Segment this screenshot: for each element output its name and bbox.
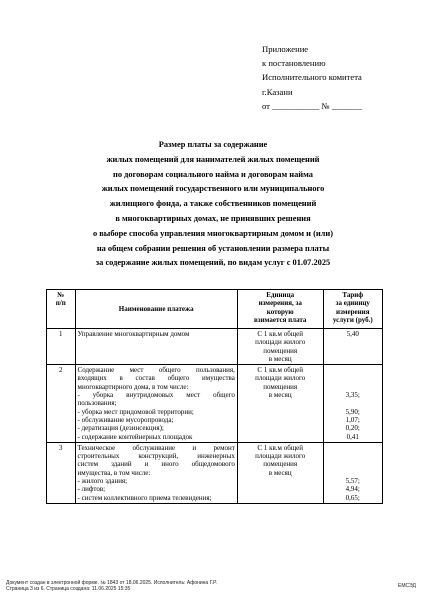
title-line: Размер платы за содержание <box>158 140 268 149</box>
footer-line: Страница 3 из 6. Страница создана: 11.06.2025 15:35 <box>6 586 131 593</box>
header-tariff-line: измерения <box>336 307 370 316</box>
header-name-text: Наименование платежа <box>118 304 194 313</box>
row-name-line: многоквартирного дома, в том числе: <box>77 382 189 391</box>
row-unit-line: помещения <box>263 460 298 469</box>
row-num: 1 <box>47 329 76 365</box>
header-tariff-line: за единицу <box>335 299 370 308</box>
row-tariff-value <box>326 399 380 407</box>
row-unit-line: в месяц <box>268 354 292 363</box>
table-row <box>47 365 383 443</box>
row-name-line: - дератизация (дезинсекция); <box>77 424 164 433</box>
row-name-line: имущества, в том числе: <box>77 468 151 477</box>
header-unit-line: которую <box>266 307 294 316</box>
table-header-row <box>47 290 383 329</box>
row-unit <box>237 329 323 365</box>
row-tariff-value <box>326 374 380 382</box>
header-tariff-line: Тариф <box>342 291 364 299</box>
row-unit <box>237 365 323 443</box>
table-row <box>47 442 383 503</box>
row-name-line: строительных конструкций, инженерных <box>77 452 235 461</box>
row-tariff-value <box>326 383 380 391</box>
row-name <box>75 442 237 503</box>
row-name-line: Содержание мест общего пользования, <box>77 366 235 375</box>
row-unit-line: С 1 кв.м общей <box>257 443 304 452</box>
row-tariff <box>323 365 382 443</box>
row-tariff-value: 3,35; <box>345 391 360 400</box>
row-unit-line: помещения <box>263 346 298 355</box>
row-name-line: пользования; <box>77 399 117 408</box>
appendix-line: от ___________ № _______ <box>262 100 362 111</box>
row-tariff-value: 5,90; <box>345 407 360 416</box>
row-name <box>75 329 237 365</box>
row-tariff-value <box>326 366 380 374</box>
row-name-line: - жилого здания; <box>77 477 128 486</box>
row-tariff-value <box>326 460 380 468</box>
row-name-line: - уборка внутридомовых мест общего <box>77 391 235 400</box>
title-line: по договорам социального найма и договорам найма <box>113 169 313 179</box>
appendix-line: г.Казани <box>262 86 293 97</box>
appendix-line: к постановлению <box>262 58 326 69</box>
row-tariff-value: 5,40 <box>346 330 359 338</box>
header-tariff-line: услуги (руб.) <box>332 315 373 324</box>
row-tariff-value: 0,20; <box>345 424 360 433</box>
title-line: жилищного фонда, а также собственников помещений <box>109 199 317 209</box>
row-tariff-value: 4,94; <box>345 485 360 494</box>
row-tariff-value <box>326 469 380 477</box>
title-line: жилых помещений для нанимателей жилых помещений <box>106 154 320 164</box>
row-tariff-value: 0,41 <box>346 432 359 441</box>
title-line: за содержание жилых помещений, по видам услуг с 01.07.2025 <box>95 258 331 268</box>
row-name <box>75 365 237 443</box>
tariff-table <box>46 289 383 504</box>
header-unit <box>237 290 323 329</box>
row-tariff <box>323 329 382 365</box>
document-footer <box>6 580 217 593</box>
row-unit-line: С 1 кв.м общей <box>257 366 304 375</box>
header-name <box>75 290 237 329</box>
row-tariff-value: 1,07; <box>345 415 360 424</box>
row-unit-line: в месяц <box>268 391 292 400</box>
row-name-line: - уборка мест придомовой территории; <box>77 407 194 416</box>
header-num-line: № <box>57 291 65 299</box>
header-num <box>47 290 76 329</box>
footer-line: Документ создан в электронной форме. № 1843 от 18.06.2025. Исполнитель: Афонина Г.Р. <box>6 580 217 586</box>
title-line: в многоквартирных домах, не принявших решения <box>115 213 311 223</box>
row-unit-line: помещения <box>263 382 298 391</box>
row-name-line: - обслуживание мусоропровода; <box>77 415 174 424</box>
row-unit-line: площади жилого <box>255 374 306 383</box>
appendix-block <box>262 42 362 113</box>
row-tariff-value <box>326 444 380 452</box>
row-name-line: - систем коллективного приема телевидения; <box>77 493 212 502</box>
header-unit-line: Единица <box>266 291 295 299</box>
row-unit-line: С 1 кв.м общей <box>257 330 304 338</box>
table-row <box>47 329 383 365</box>
title-line: на общем собрании решения об установлении размера платы <box>96 243 330 253</box>
title-line: жилых помещений государственного или муниципального <box>101 184 325 194</box>
row-num: 2 <box>47 365 76 443</box>
header-unit-line: измерения, за <box>258 299 302 308</box>
header-tariff <box>323 290 382 329</box>
row-name-line: входящих в состав общего имущества <box>77 374 235 383</box>
row-name-line: Управление многоквартирным домом <box>77 330 190 338</box>
header-num-line: п/п <box>55 299 66 308</box>
title-line: о выборе способа управления многоквартирным домом и (или) <box>92 228 333 238</box>
footer-system-code: ЕМСЭД <box>398 583 416 589</box>
row-unit-line: в месяц <box>268 468 292 477</box>
row-name-line: систем зданий и иного общедомового <box>77 460 235 469</box>
row-name-line: - содержание контейнерных площадок <box>77 432 193 441</box>
row-tariff-value: 0,65; <box>345 493 360 502</box>
row-tariff-value: 5,57; <box>345 477 360 486</box>
row-name-line: Техническое обслуживание и ремонт <box>77 443 235 452</box>
appendix-line: Приложение <box>262 44 309 54</box>
row-tariff-value <box>326 452 380 460</box>
row-unit-line: площади жилого <box>255 452 306 461</box>
row-unit <box>237 442 323 503</box>
row-tariff <box>323 442 382 503</box>
header-unit-line: взимается плата <box>253 315 307 324</box>
appendix-line: Исполнительного комитета <box>262 72 362 83</box>
document-title <box>40 138 386 271</box>
row-unit-line: площади жилого <box>255 338 306 347</box>
row-num: 3 <box>47 442 76 503</box>
row-name-line: - лифтов; <box>77 485 106 494</box>
